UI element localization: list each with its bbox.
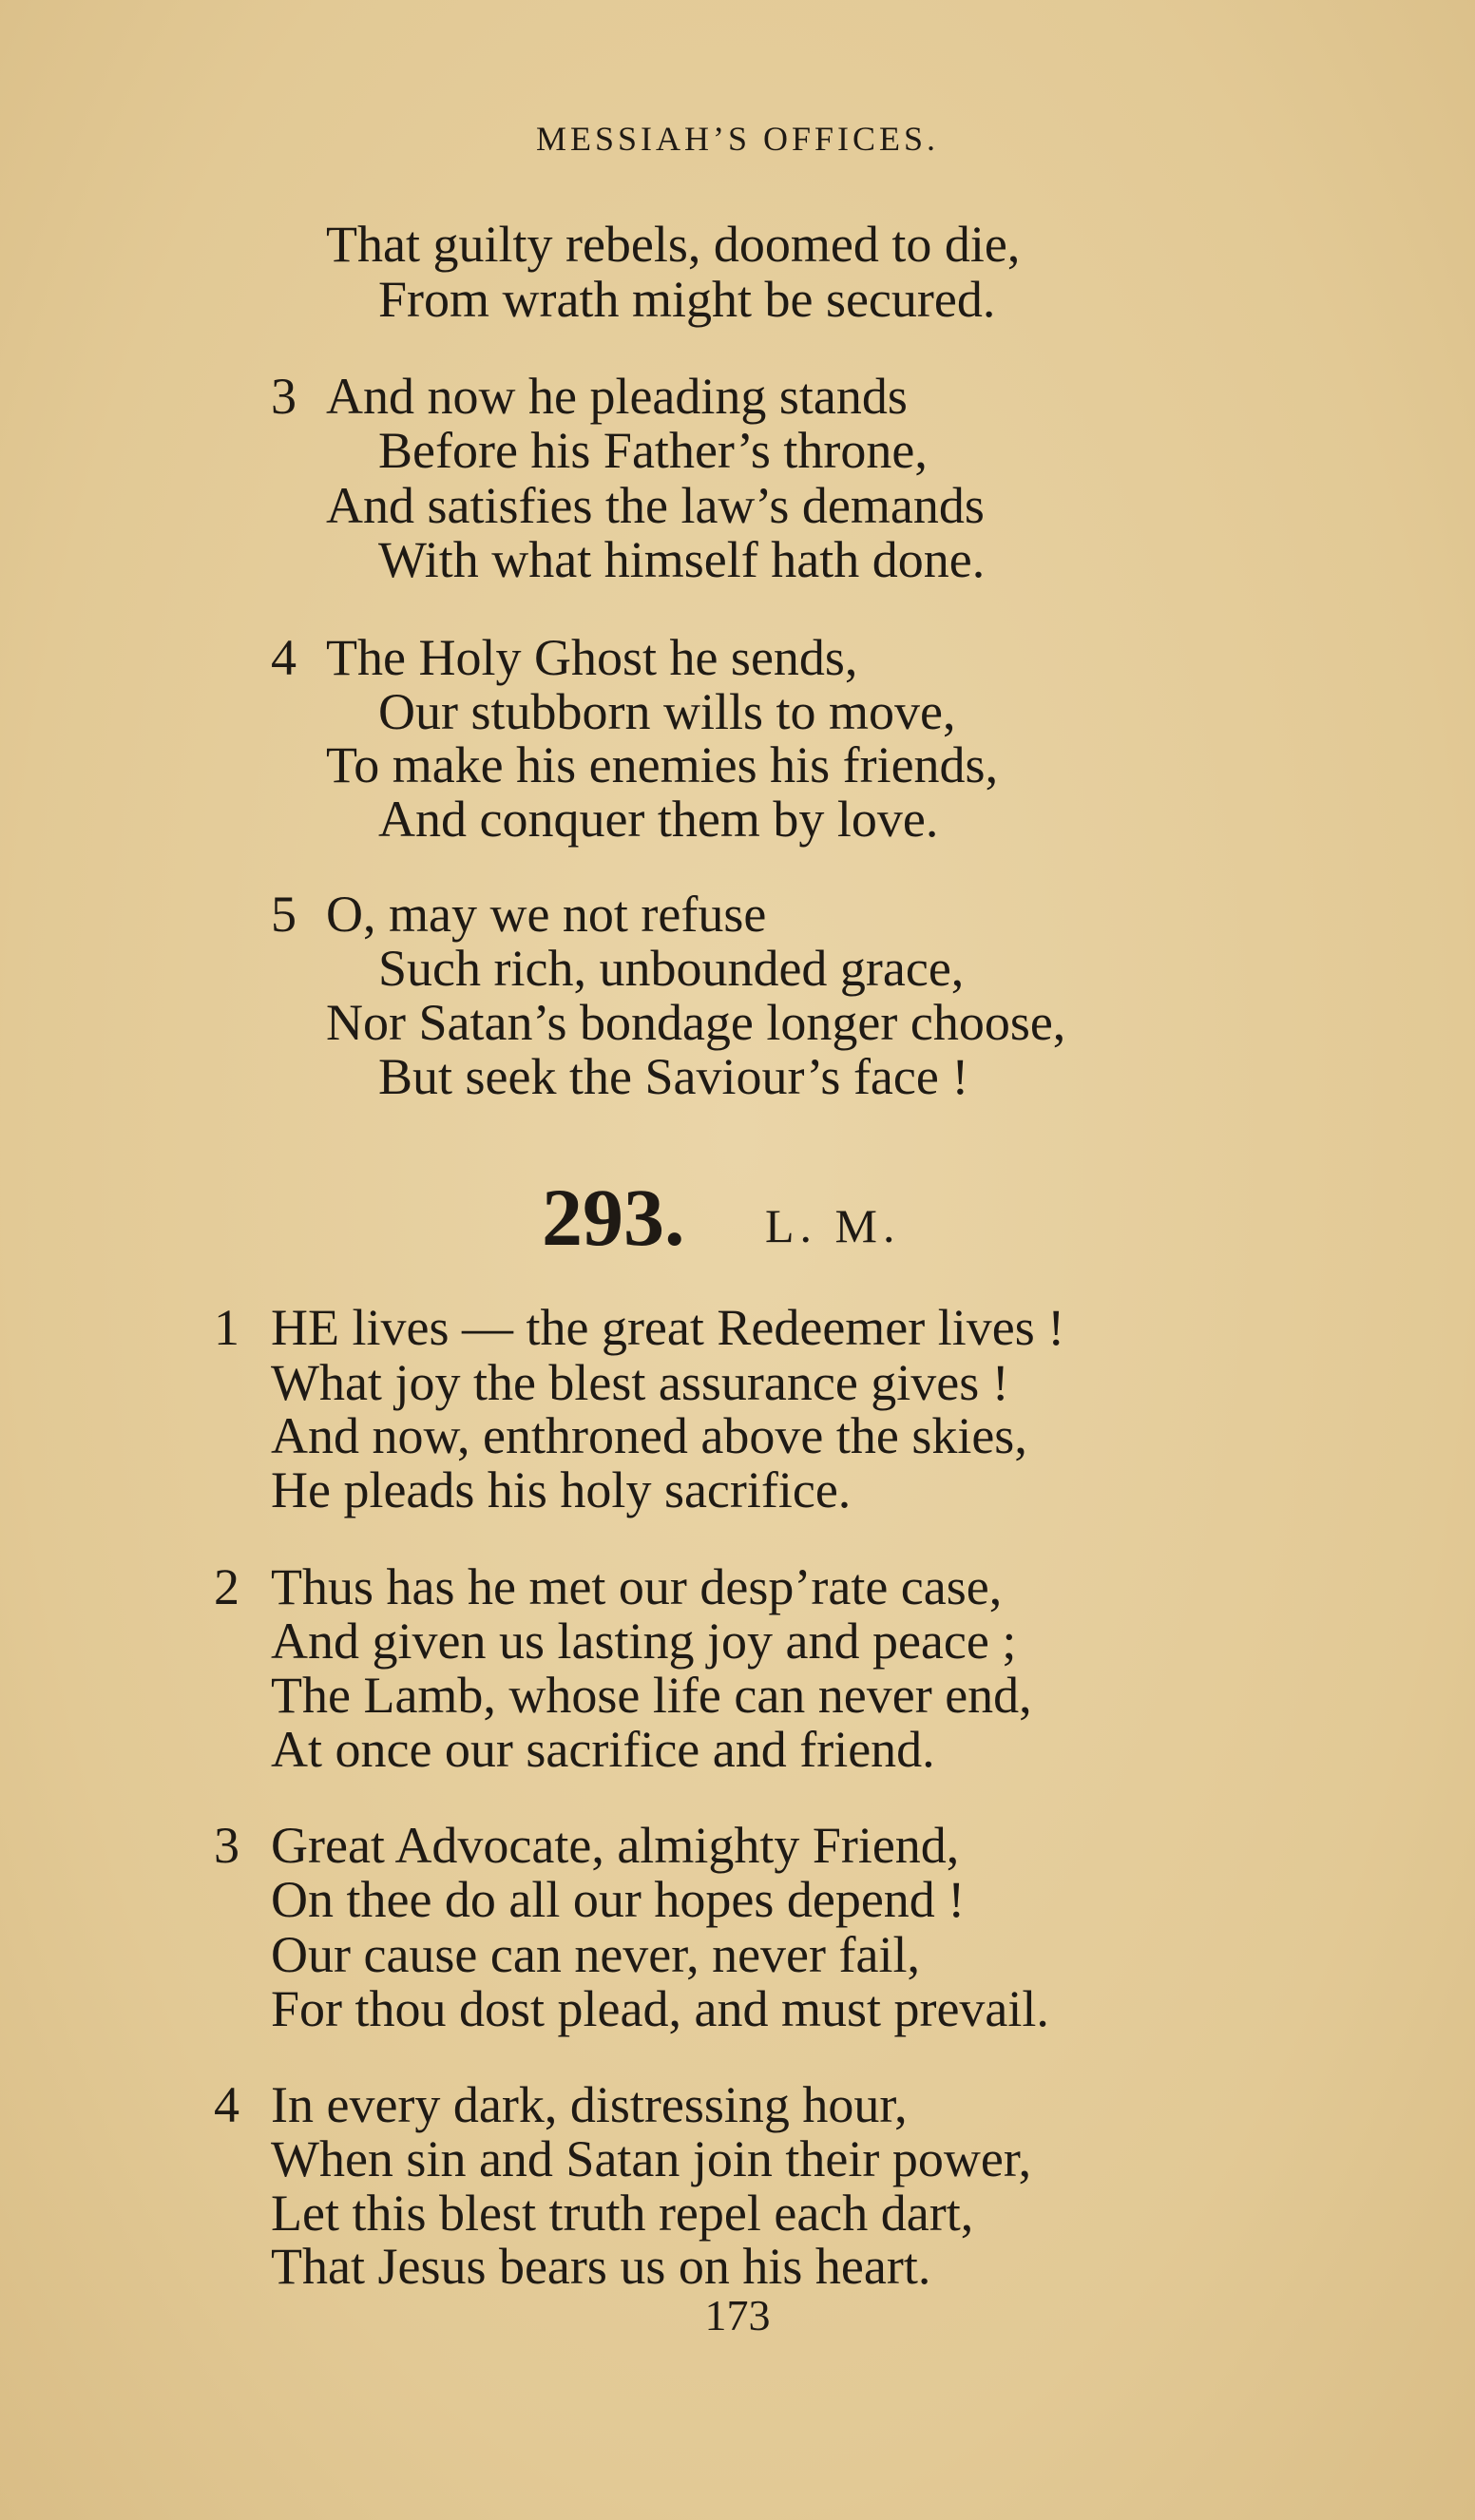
verse-line: And now he pleading stands (326, 368, 908, 425)
verse-line: And given us lasting joy and peace ; (271, 1613, 1017, 1670)
verse-line: From wrath might be secured. (378, 271, 996, 328)
verse-line: The Holy Ghost he sends, (326, 629, 858, 686)
verse-line: Our cause can never, never fail, (271, 1926, 920, 1983)
verse-line: And now, enthroned above the skies, (271, 1407, 1027, 1464)
verse-line: On thee do all our hopes depend ! (271, 1871, 966, 1928)
verse-line: Thus has he met our desp’rate case, (271, 1558, 1003, 1615)
verse-line: At once our sacrifice and friend. (271, 1721, 935, 1778)
verse-line: Our stubborn wills to move, (378, 683, 956, 740)
hymn-meter: L. M. (765, 1199, 901, 1252)
verse-line: When sin and Satan join their power, (271, 2130, 1032, 2187)
verse-number: 1 (214, 1299, 239, 1356)
verse-line: With what himself hath done. (378, 531, 986, 588)
verse-line: But seek the Saviour’s face ! (378, 1048, 969, 1105)
verse-line: That guilty rebels, doomed to die, (326, 216, 1021, 273)
verse-line: To make his enemies his friends, (326, 736, 999, 793)
verse-number: 3 (214, 1817, 239, 1874)
verse-line: O, may we not refuse (326, 886, 767, 943)
page-number: 173 (704, 2291, 771, 2339)
verse-number: 4 (271, 629, 297, 686)
verse-line: That Jesus bears us on his heart. (271, 2238, 931, 2295)
verse-line: Such rich, unbounded grace, (378, 940, 965, 997)
verse-line: HE lives — the great Redeemer lives ! (271, 1299, 1065, 1356)
hymn-number: 293. (542, 1172, 685, 1263)
verse-line: Before his Father’s throne, (378, 422, 928, 479)
verse-number: 4 (214, 2076, 239, 2133)
verse-line: He pleads his holy sacrifice. (271, 1461, 852, 1518)
verse-line: And conquer them by love. (378, 791, 939, 848)
verse-number: 2 (214, 1558, 239, 1615)
verse-line: What joy the blest assurance gives ! (271, 1354, 1009, 1411)
verse-line: Great Advocate, almighty Friend, (271, 1817, 960, 1874)
verse-line: Let this blest truth repel each dart, (271, 2185, 974, 2242)
verse-line: Nor Satan’s bondage longer choose, (326, 994, 1066, 1051)
verse-line: For thou dost plead, and must prevail. (271, 1980, 1049, 2037)
verse-line: And satisfies the law’s demands (326, 477, 985, 534)
verse-number: 3 (271, 368, 297, 425)
verse-line: In every dark, distressing hour, (271, 2076, 908, 2133)
verse-line: The Lamb, whose life can never end, (271, 1667, 1032, 1724)
running-title: MESSIAH’S OFFICES. (535, 120, 940, 158)
verse-number: 5 (271, 886, 297, 943)
